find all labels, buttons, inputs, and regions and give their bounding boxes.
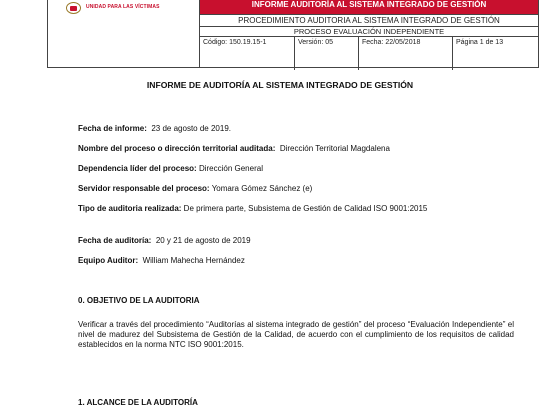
field-responsible-server	[78, 184, 514, 194]
field-value: Dirección General	[198, 164, 263, 173]
field-report-date	[78, 124, 514, 134]
field-label: Servidor responsable del proceso:	[78, 184, 210, 193]
process-name: PROCESO EVALUACIÓN INDEPENDIENTE	[200, 26, 538, 36]
section-objective-title: 0. OBJETIVO DE LA AUDITORIA	[78, 296, 200, 305]
logo-cell	[48, 0, 200, 68]
field-audit-team	[78, 256, 514, 266]
field-label: Dependencia líder del proceso:	[78, 164, 197, 173]
document-code: Código: 150.19.15-1	[200, 37, 295, 70]
field-label: Nombre del proceso o dirección territorial auditada:	[78, 144, 276, 153]
field-value: Yomara Gómez Sánchez (e)	[211, 184, 313, 193]
document-title: INFORME DE AUDITORÍA AL SISTEMA INTEGRADO DE GESTIÓN	[146, 80, 414, 90]
header-banner-title: INFORME AUDITORÍA AL SISTEMA INTEGRADO DE GESTIÓN	[200, 0, 538, 14]
page-number: Página 1 de 13	[456, 39, 504, 46]
field-audit-date	[78, 236, 514, 246]
field-label: Equipo Auditor:	[78, 256, 139, 265]
field-value: De primera parte, Subsistema de Gestión de Calidad ISO 9001:2015	[183, 204, 428, 213]
document-header-table	[47, 0, 539, 68]
field-label: Tipo de auditoria realizada:	[78, 204, 182, 213]
section-scope-title: 1. ALCANCE DE LA AUDITORÍA	[78, 398, 198, 407]
document-control-row	[200, 36, 538, 70]
coat-of-arms-icon	[66, 2, 81, 14]
field-label: Fecha de informe:	[78, 124, 147, 133]
field-audit-type	[78, 204, 514, 214]
field-process-name	[78, 144, 514, 154]
field-value: Dirección Territorial Magdalena	[279, 144, 390, 153]
field-value: 23 de agosto de 2019.	[151, 124, 231, 133]
logo-text: UNIDAD PARA LAS VÍCTIMAS	[86, 4, 160, 10]
field-value: 20 y 21 de agosto de 2019	[155, 236, 251, 245]
section-objective-text: Verificar a través del procedimiento “Auditorías al sistema integrado de gestión” del proceso “Evaluación Independiente” el nivel de madurez del Subsistema de Gestión de la Calidad, de acuerdo con el cumplimiento de los requisitos de calidad establecidos en la norma NTC ISO 9001:2015.	[78, 320, 514, 349]
procedure-name: PROCEDIMIENTO AUDITORIA AL SISTEMA INTEGRADO DE GESTIÓN	[200, 14, 538, 26]
field-value: William Mahecha Hernández	[142, 256, 245, 265]
field-lead-dependency	[78, 164, 514, 174]
header-info	[200, 0, 538, 68]
document-date: Fecha: 22/05/2018	[359, 37, 453, 70]
field-label: Fecha de auditoría:	[78, 236, 152, 245]
document-version: Versión: 05	[295, 37, 359, 70]
